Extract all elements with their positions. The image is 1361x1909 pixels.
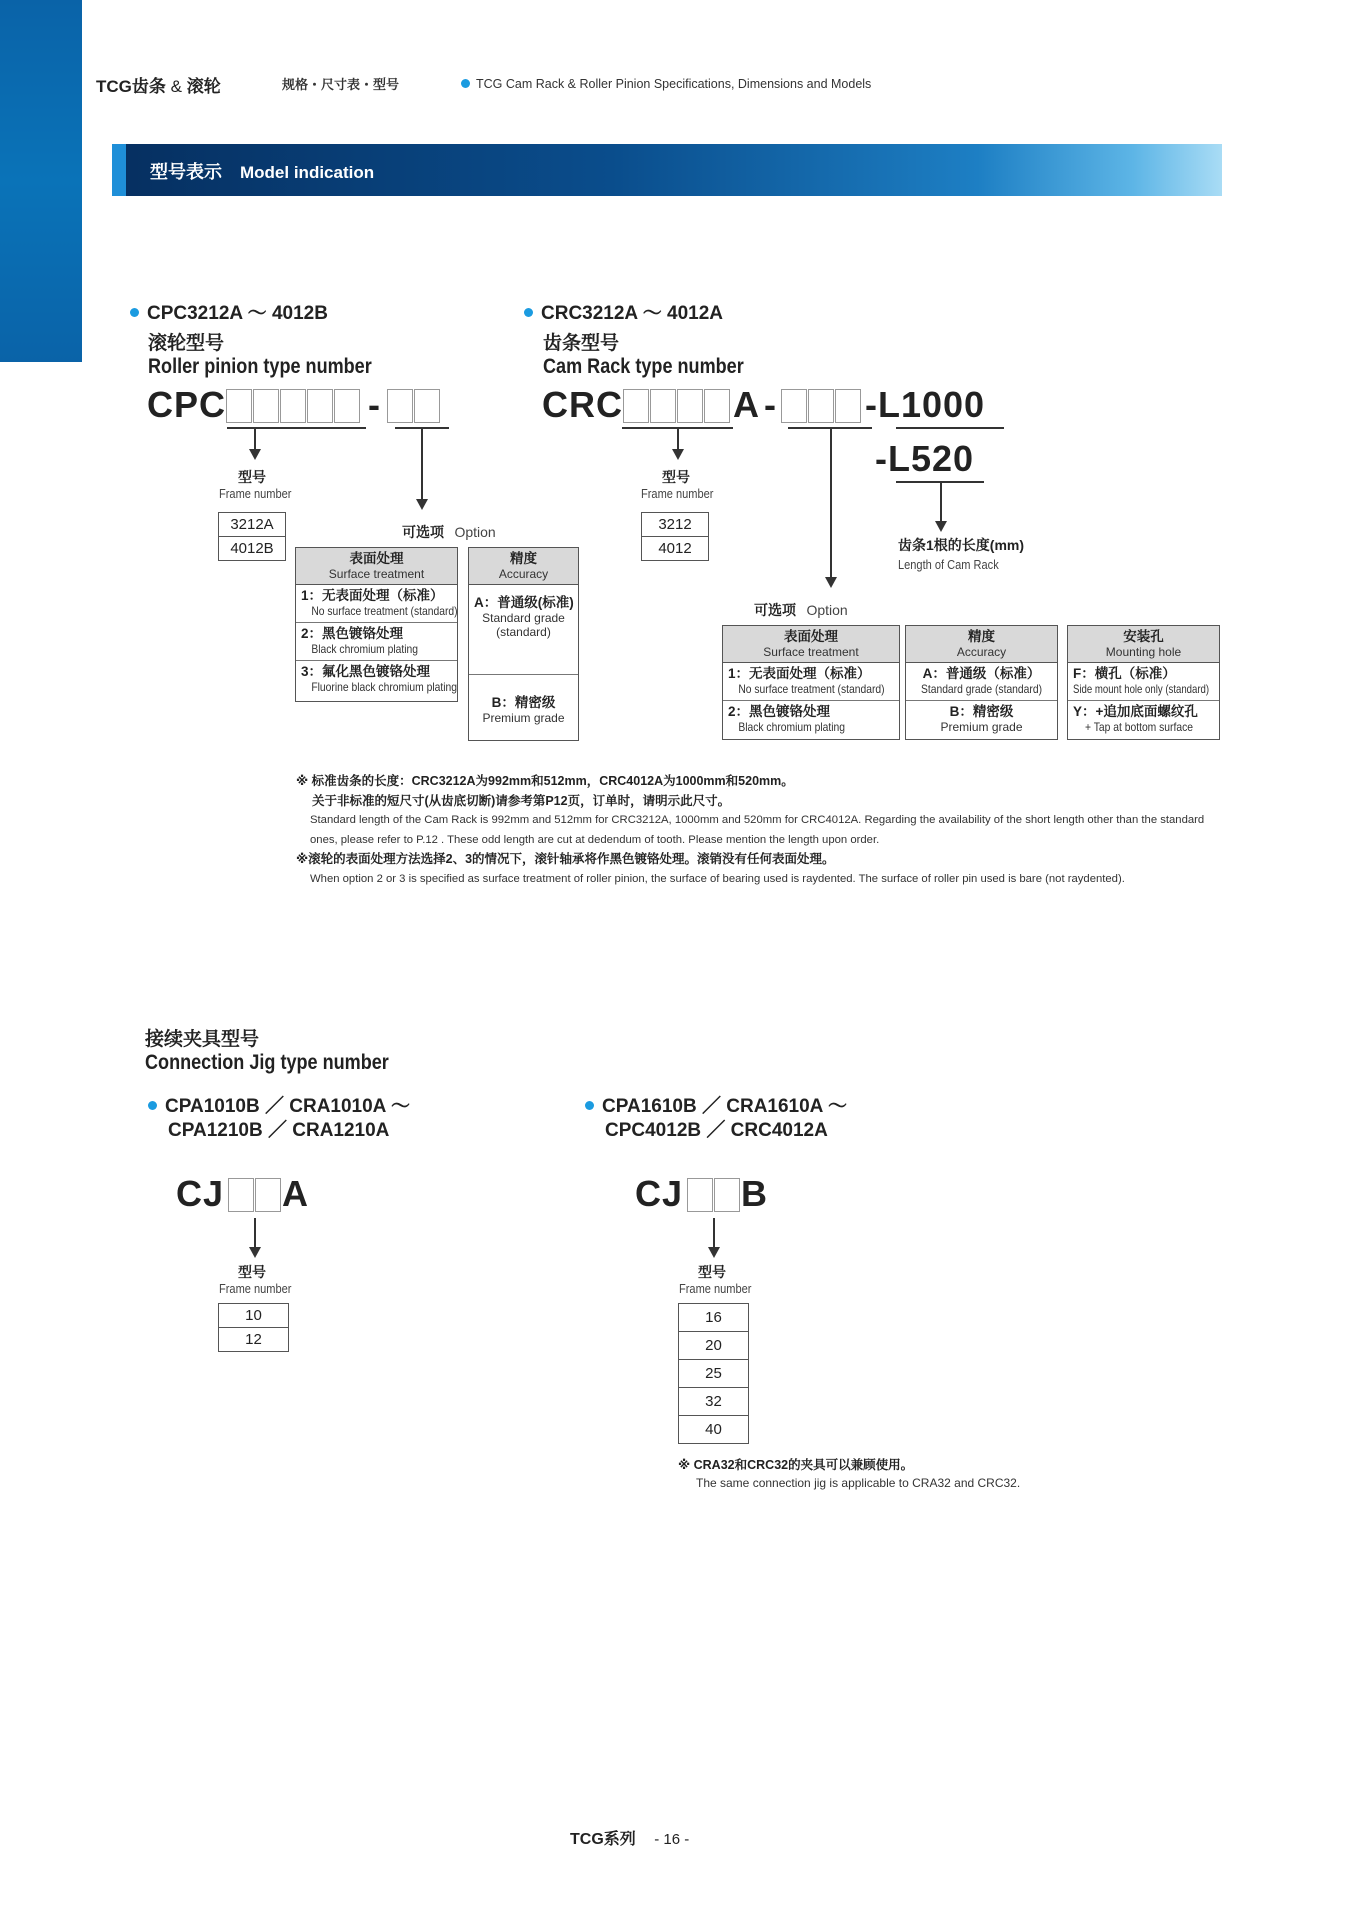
leader-line [713, 1218, 715, 1248]
header-cn: 精度 [968, 629, 995, 644]
bullet-dot-icon [585, 1101, 594, 1110]
banner-edge [112, 144, 126, 196]
row-cn: B：精密级 [949, 704, 1014, 719]
code-box [307, 389, 333, 423]
code-box [687, 1178, 713, 1212]
row-en: Fluorine black chromium plating [311, 680, 458, 694]
header-title [96, 72, 221, 97]
rack-length-cn: 齿条1根的长度(mm) [898, 537, 1025, 553]
header-cn: 表面处理 [784, 629, 838, 644]
roller-option-en: Option [454, 524, 496, 540]
row-cn: B：精密级 [491, 695, 556, 710]
leader-line [254, 1218, 256, 1248]
table-header [1068, 626, 1219, 663]
roller-code-dash: - [368, 384, 382, 425]
rack-code-mid: A [733, 384, 760, 425]
roller-frame-table [218, 512, 286, 561]
rack-option-en: Option [806, 602, 848, 618]
rack-code-dash: - [764, 384, 777, 425]
header-cn: 安装孔 [1123, 629, 1164, 644]
code-box [714, 1178, 740, 1212]
jig-left-frame-table [218, 1303, 289, 1352]
code-box [677, 389, 703, 423]
code-box [414, 389, 440, 423]
jig-right-bullet [585, 1095, 847, 1143]
leader-line [830, 428, 832, 578]
rack-surface-table [722, 625, 900, 740]
code-box [253, 389, 279, 423]
row-cn: 1：无表面处理（标准） [301, 588, 444, 603]
arrow-down-icon [249, 1247, 261, 1258]
underline [896, 427, 1004, 429]
bullet-dot-icon [461, 79, 470, 88]
jig-left-frame-cn: 型号 [238, 1264, 266, 1280]
note-2-en: When option 2 or 3 is specified as surface treatment of roller pinion, the surface of bearing used is raydented. The surface of roller pin used is bare (not raydented). [310, 872, 1125, 885]
frame-cell: 10 [219, 1304, 289, 1328]
option-row [723, 663, 899, 701]
table-header [906, 626, 1057, 663]
rack-bullet [524, 298, 723, 325]
row-cn: A：普通级（标准） [922, 666, 1041, 681]
frame-cell: 32 [679, 1388, 749, 1416]
option-row [296, 661, 457, 699]
header-title-b: 滚轮 [186, 77, 221, 96]
header-en: Accuracy [956, 645, 1007, 659]
rack-option-cn: 可选项 [754, 602, 796, 618]
row-en: Side mount hole only (standard) [1073, 682, 1210, 696]
row-cn: 2：黑色镀铬处理 [301, 626, 404, 641]
leader-line [421, 428, 423, 500]
jig-right-frame-table [678, 1303, 749, 1444]
jig-code-suffix: A [282, 1173, 310, 1214]
jig-right-bullet-1: CPA1610B ／ CRA1610A ～ [602, 1096, 847, 1117]
jig-left-frame-en: Frame number [219, 1281, 292, 1296]
roller-accuracy-table [468, 547, 579, 741]
table-header [296, 548, 457, 585]
code-box [255, 1178, 281, 1212]
frame-cell: 3212A [219, 513, 286, 537]
roller-option-label [402, 522, 496, 542]
header-cn: 表面处理 [349, 551, 404, 566]
code-box [387, 389, 413, 423]
rack-frame-cn: 型号 [662, 469, 690, 485]
frame-cell: 4012B [219, 537, 286, 561]
header-en: Accuracy [498, 567, 549, 581]
jig-left-bullet-2: CPA1210B ／ CRA1210A [168, 1120, 390, 1141]
row-cn: Y：+追加底面螺纹孔 [1073, 704, 1198, 719]
row-cn: A：普通级(标准) [474, 595, 574, 610]
header-en: Surface treatment [328, 567, 425, 581]
row-cn: 2：黑色镀铬处理 [728, 704, 831, 719]
note-1-en-2: ones, please refer to P.12 . These odd length are cut at dedendum of tooth. Please mention the length upon order. [310, 833, 880, 846]
option-row [723, 701, 899, 739]
header-title-a: TCG齿条 [96, 77, 166, 96]
row-en: Black chromium plating [311, 642, 419, 656]
banner-title-en: Model indication [240, 163, 375, 182]
roller-code-prefix: CPC [147, 384, 227, 425]
frame-cell: 3212 [642, 513, 709, 537]
code-box [228, 1178, 254, 1212]
rack-accuracy-table [905, 625, 1058, 740]
row-en: Black chromium plating [738, 720, 846, 734]
jig-code-prefix: CJ [635, 1173, 684, 1214]
notes-block [296, 772, 1236, 889]
code-box [226, 389, 252, 423]
rack-frame-en: Frame number [641, 486, 714, 501]
rack-length-en: Length of Cam Rack [898, 557, 999, 572]
option-row [906, 663, 1057, 701]
table-header [469, 548, 578, 585]
jig-left-bullet [148, 1095, 410, 1143]
row-en: No surface treatment (standard) [311, 604, 458, 618]
header-subtitle-cn: 规格・尺寸表・型号 [282, 77, 400, 92]
frame-cell: 20 [679, 1332, 749, 1360]
roller-frame-cn: 型号 [238, 469, 266, 485]
roller-code [147, 384, 441, 426]
frame-cell: 12 [219, 1328, 289, 1352]
row-en: Standard grade (standard) [482, 611, 565, 639]
leader-line [254, 428, 256, 450]
arrow-down-icon [249, 449, 261, 460]
jig-right-bullet-2: CPC4012B ／ CRC4012A [605, 1120, 828, 1141]
rack-title-en: Cam Rack type number [543, 355, 744, 378]
option-row [296, 623, 457, 661]
note-1-en: Standard length of the Cam Rack is 992mm and 512mm for CRC3212A, 1000mm and 520mm for CRC4012A. Regarding the availability of the short length other than the standard [310, 814, 1205, 826]
roller-option-cn: 可选项 [402, 524, 444, 540]
header-subtitle-en-text: TCG Cam Rack & Roller Pinion Specifications, Dimensions and Models [476, 77, 872, 91]
jig-left-code [176, 1173, 309, 1215]
header-en: Surface treatment [763, 645, 859, 659]
underline [227, 427, 366, 429]
row-en: No surface treatment (standard) [738, 682, 885, 696]
jig-code-prefix: CJ [176, 1173, 225, 1214]
frame-cell: 40 [679, 1416, 749, 1444]
roller-title-cn: 滚轮型号 [148, 333, 225, 354]
header-title-amp: & [170, 77, 182, 96]
row-cn: 3：氟化黑色镀铬处理 [301, 664, 431, 679]
jig-note-en: The same connection jig is applicable to CRA32 and CRC32. [696, 1476, 1021, 1490]
rack-length-alt [875, 438, 974, 480]
rack-mount-table [1067, 625, 1220, 740]
roller-bullet [130, 298, 328, 325]
rack-frame-table [641, 512, 709, 561]
option-row [1068, 663, 1219, 701]
bullet-dot-icon [130, 308, 139, 317]
row-cn: F：横孔（标准） [1073, 666, 1176, 681]
page-footer [570, 1826, 689, 1849]
option-row [296, 585, 457, 623]
side-color-bar [0, 0, 82, 362]
footer-series: TCG系列 [570, 1831, 636, 1848]
jig-right-frame-cn: 型号 [698, 1264, 726, 1280]
page-number: - 16 - [654, 1831, 690, 1848]
code-box [781, 389, 807, 423]
header-en: Mounting hole [1105, 645, 1182, 659]
rack-option-label [754, 600, 848, 620]
jig-right-code [635, 1173, 768, 1215]
jig-left-bullet-1: CPA1010B ／ CRA1010A ～ [165, 1096, 410, 1117]
note-2-cn: ※滚轮的表面处理方法选择2、3的情况下，滚针轴承将作黑色镀铬处理。滚销没有任何表面处理。 [296, 852, 835, 866]
code-box [650, 389, 676, 423]
jig-title-en: Connection Jig type number [145, 1051, 389, 1074]
row-en: Standard grade (standard) [920, 682, 1043, 696]
bullet-dot-icon [148, 1101, 157, 1110]
roller-frame-en: Frame number [219, 486, 292, 501]
arrow-down-icon [935, 521, 947, 532]
leader-line [677, 428, 679, 450]
rack-length-1: L1000 [878, 384, 986, 425]
note-1-cn: ※ 标准齿条的长度：CRC3212A为992mm和512mm，CRC4012A为1000mm和520mm。 [296, 774, 794, 788]
arrow-down-icon [825, 577, 837, 588]
banner-title [150, 158, 374, 184]
roller-bullet-text: CPC3212A ～ 4012B [147, 303, 328, 324]
arrow-down-icon [416, 499, 428, 510]
option-row [1068, 701, 1219, 739]
row-cn: 1：无表面处理（标准） [728, 666, 871, 681]
code-box [334, 389, 360, 423]
jig-code-suffix: B [741, 1173, 769, 1214]
rack-title-cn: 齿条型号 [543, 333, 620, 354]
arrow-down-icon [708, 1247, 720, 1258]
code-box [835, 389, 861, 423]
rack-bullet-text: CRC3212A ～ 4012A [541, 303, 723, 324]
note-1-cn-2: 关于非标准的短尺寸(从齿底切断)请参考第P12页，订单时，请明示此尺寸。 [312, 793, 731, 808]
rack-code-dash: - [865, 384, 878, 425]
jig-note-cn: ※ CRA32和CRC32的夹具可以兼顾使用。 [678, 1458, 914, 1472]
header-cn: 精度 [510, 551, 537, 566]
roller-surface-table [295, 547, 458, 702]
jig-right-frame-en: Frame number [679, 1281, 752, 1296]
rack-code [542, 384, 985, 426]
frame-cell: 25 [679, 1360, 749, 1388]
row-en: Premium grade [940, 720, 1023, 734]
code-box [704, 389, 730, 423]
code-box [280, 389, 306, 423]
rack-code-dash: - [875, 438, 888, 479]
frame-cell: 4012 [642, 537, 709, 561]
bullet-dot-icon [524, 308, 533, 317]
banner-title-cn: 型号表示 [150, 162, 222, 182]
header-subtitle-en [461, 77, 871, 91]
option-row [906, 701, 1057, 739]
option-row [469, 675, 578, 728]
jig-title-cn: 接续夹具型号 [145, 1029, 260, 1050]
arrow-down-icon [672, 449, 684, 460]
rack-length-2: L520 [888, 438, 975, 479]
roller-title-en: Roller pinion type number [148, 355, 372, 378]
leader-line [940, 482, 942, 522]
row-en: Premium grade [482, 711, 565, 725]
frame-cell: 16 [679, 1304, 749, 1332]
row-en: + Tap at bottom surface [1085, 720, 1193, 734]
option-row [469, 585, 578, 675]
code-box [623, 389, 649, 423]
table-header [723, 626, 899, 663]
rack-code-prefix: CRC [542, 384, 623, 425]
code-box [808, 389, 834, 423]
